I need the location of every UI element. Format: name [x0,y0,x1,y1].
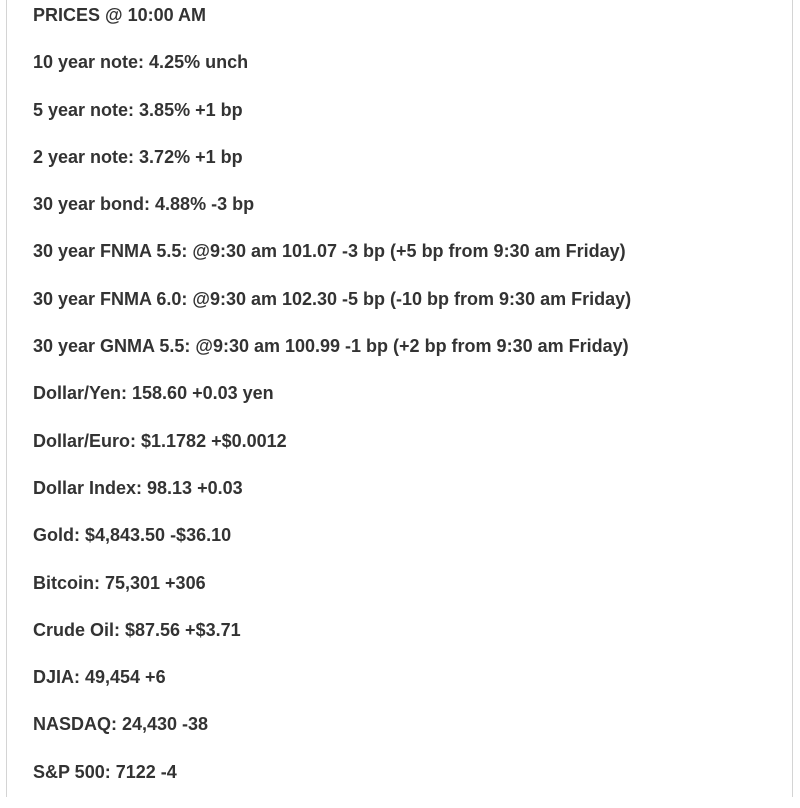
price-dollar-euro: Dollar/Euro: $1.1782 +$0.0012 [33,430,287,451]
prices-header: PRICES @ 10:00 AM [33,5,206,25]
price-2-year-note: 2 year note: 3.72% +1 bp [33,146,243,167]
price-sp-500: S&P 500: 7122 -4 [33,761,177,782]
price-dollar-yen: Dollar/Yen: 158.60 +0.03 yen [33,383,274,404]
prices-list [33,4,772,808]
price-10-year-note: 10 year note: 4.25% unch [33,52,249,73]
price-30-year-bond: 30 year bond: 4.88% -3 bp [33,194,255,215]
price-gnma-5-5: 30 year GNMA 5.5: @9:30 am 100.99 -1 bp (+2 bp from 9:30 am Friday) [33,336,629,357]
price-fnma-6-0: 30 year FNMA 6.0: @9:30 am 102.30 -5 bp (-10 bp from 9:30 am Friday) [33,288,632,309]
price-djia: DJIA: 49,454 +6 [33,667,166,688]
price-nasdaq: NASDAQ: 24,430 -38 [33,714,209,735]
price-crude-oil: Crude Oil: $87.56 +$3.71 [33,619,241,640]
price-dollar-index: Dollar Index: 98.13 +0.03 [33,477,243,498]
price-gold: Gold: $4,843.50 -$36.10 [33,525,232,546]
price-bitcoin: Bitcoin: 75,301 +306 [33,572,206,593]
price-fnma-5-5: 30 year FNMA 5.5: @9:30 am 101.07 -3 bp (+5 bp from 9:30 am Friday) [33,241,626,262]
price-5-year-note: 5 year note: 3.85% +1 bp [33,99,243,120]
document-frame [6,0,793,797]
